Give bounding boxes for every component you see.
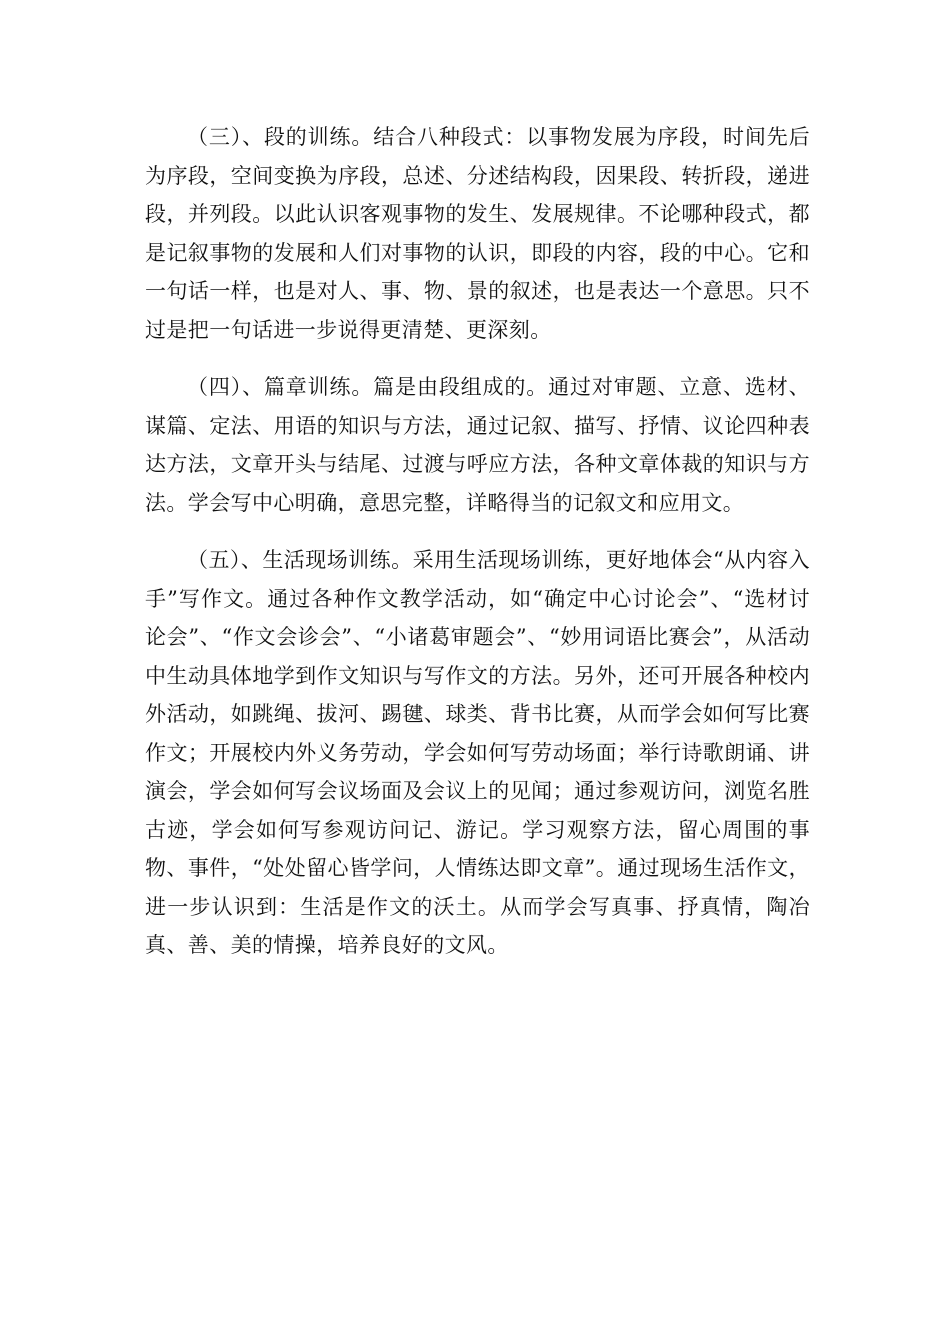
paragraph-section-5: （五）、生活现场训练。采用生活现场训练，更好地体会“从内容入手”写作文。通过各种作文教学活动，如“确定中心讨论会”、“选材讨论会”、“作文会诊会”、“小诸葛审题会”、“妙用词语比赛会”，从活动中生动具体地学到作文知识与写作文的方法。另外，还可开展各种校内外活动，如跳绳、拔河、踢毽、球类、背书比赛，从而学会如何写比赛作文；开展校内外义务劳动，学会如何写劳动场面；举行诗歌朗诵、讲演会，学会如何写会议场面及会议上的见闻；通过参观访问，浏览名胜古迹，学会如何写参观访问记、游记。学习观察方法，留心周围的事物、事件，“处处留心皆学问，人情练达即文章”。通过现场生活作文，进一步认识到：生活是作文的沃土。从而学会写真事、抒真情，陶冶真、善、美的情操，培养良好的文风。 — [145, 548, 810, 957]
document-body — [145, 118, 810, 965]
paragraph-section-3: （三）、段的训练。结合八种段式：以事物发展为序段，时间先后为序段，空间变换为序段，总述、分述结构段，因果段、转折段，递进段，并列段。以此认识客观事物的发生、发展规律。不论哪种段式，都是记叙事物的发展和人们对事物的认识，即段的内容，段的中心。它和一句话一样，也是对人、事、物、景的叙述，也是表达一个意思。只不过是把一句话进一步说得更清楚、更深刻。 — [145, 125, 810, 342]
paragraph-section-4: （四）、篇章训练。篇是由段组成的。通过对审题、立意、选材、谋篇、定法、用语的知识与方法，通过记叙、描写、抒情、议论四种表达方法，文章开头与结尾、过渡与呼应方法，各种文章体裁的知识与方法。学会写中心明确，意思完整，详略得当的记叙文和应用文。 — [145, 375, 810, 515]
